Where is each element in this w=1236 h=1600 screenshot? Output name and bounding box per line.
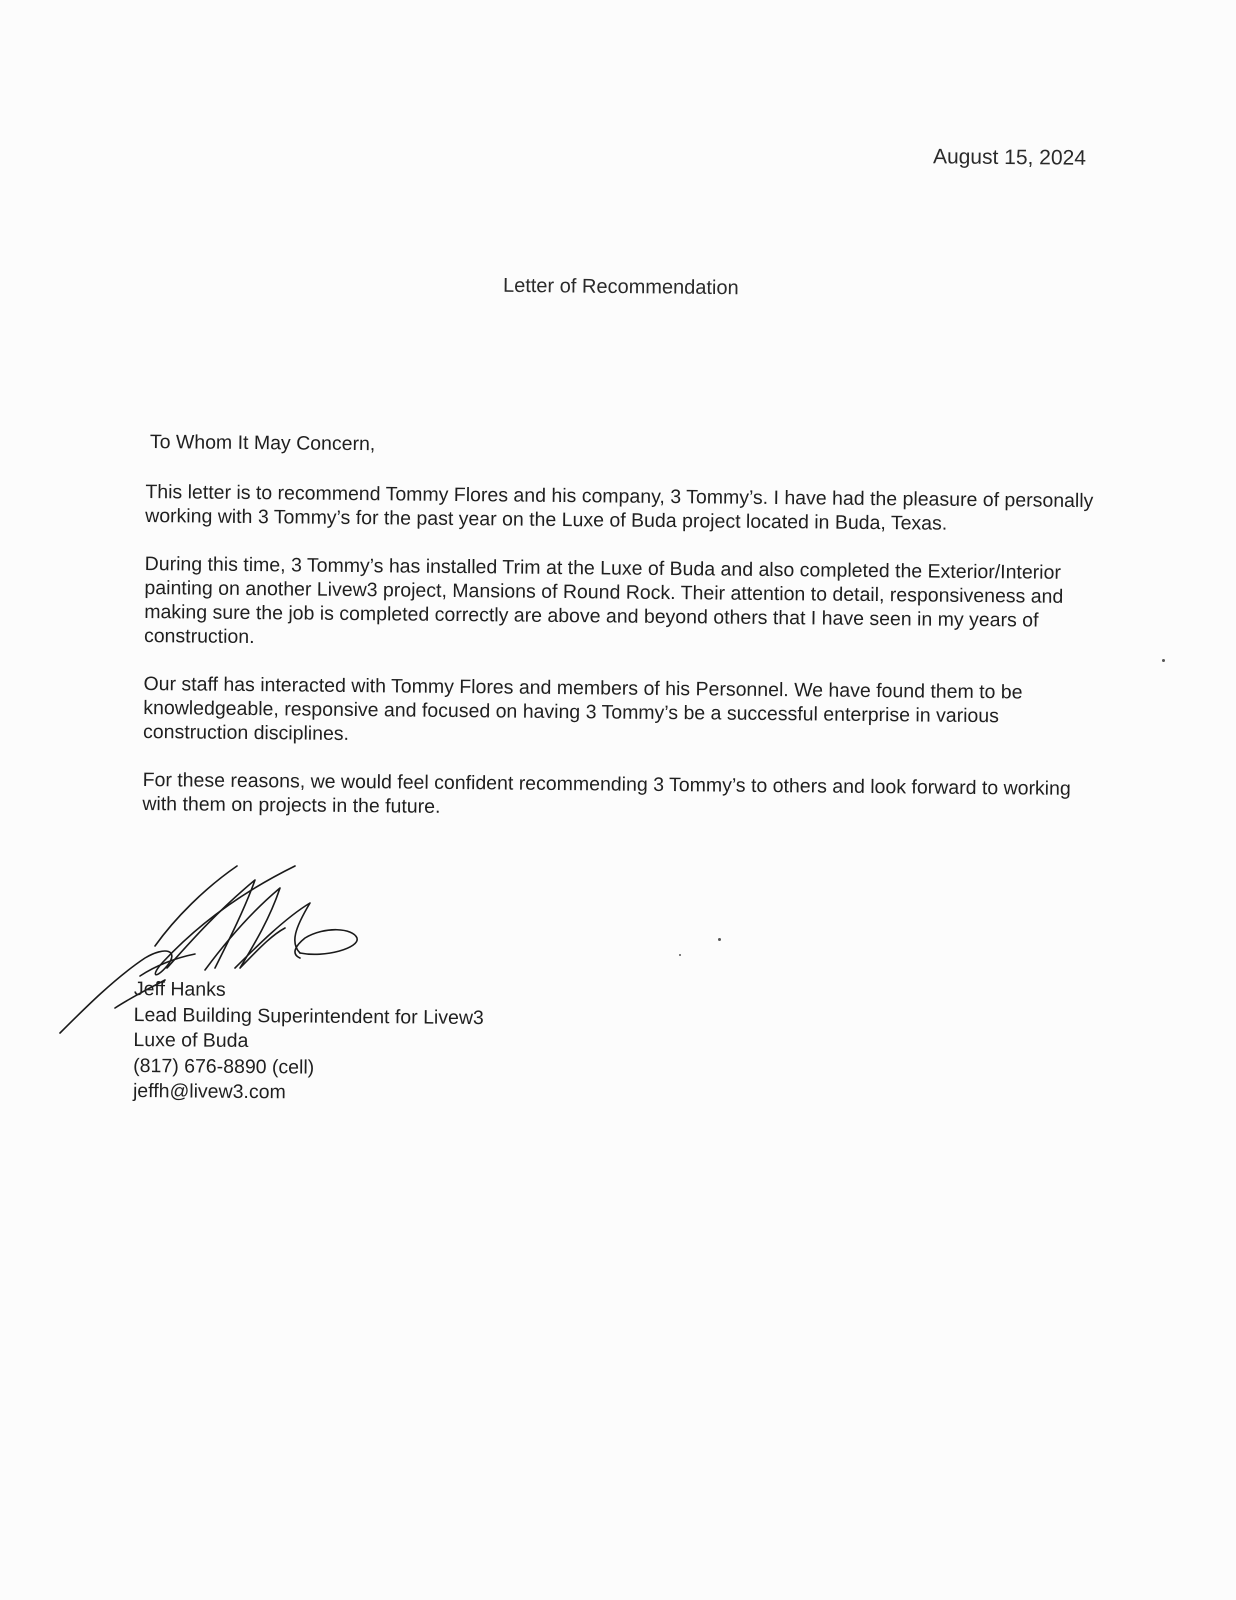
signer-role: Lead Building Superintendent for Livew3	[133, 1003, 484, 1029]
signer-phone: (817) 676-8890 (cell)	[133, 1054, 315, 1079]
signer-name: Jeff Hanks	[133, 977, 226, 1001]
signature-block	[133, 977, 484, 1108]
signer-email: jeffh@livew3.com	[132, 1079, 286, 1104]
letter-date: August 15, 2024	[932, 145, 1087, 170]
salutation: To Whom It May Concern,	[149, 431, 376, 456]
paragraph-3: Our staff has interacted with Tommy Flores and members of his Personnel. We have found them to be knowledgeable, responsive and focused on having 3 Tommy’s be a successful enterprise in various construction disciplines.	[142, 672, 1023, 745]
scan-speck	[679, 954, 681, 956]
signer-site: Luxe of Buda	[133, 1028, 249, 1053]
letter-body	[142, 430, 1096, 849]
paragraph-2: During this time, 3 Tommy’s has installed Trim at the Luxe of Buda and also completed the Exterior/Interior painting on another Livew3 project, Mansions of Round Rock. Their attention to detail, responsiveness and making sure the job is completed correctly are above and beyond others that I have seen in my years of construction.	[143, 552, 1064, 649]
scan-speck	[1162, 659, 1165, 662]
paragraph-1: This letter is to recommend Tommy Flores and his company, 3 Tommy’s. I have had the pleasure of personally working with 3 Tommy’s for the past year on the Luxe of Buda project located in Buda, Texas.	[145, 480, 1094, 535]
paragraph-4: For these reasons, we would feel confident recommending 3 Tommy’s to others and look forward to working with them on projects in the future.	[142, 768, 1071, 818]
scan-speck	[718, 938, 721, 941]
letter-title: Letter of Recommendation	[502, 274, 739, 300]
